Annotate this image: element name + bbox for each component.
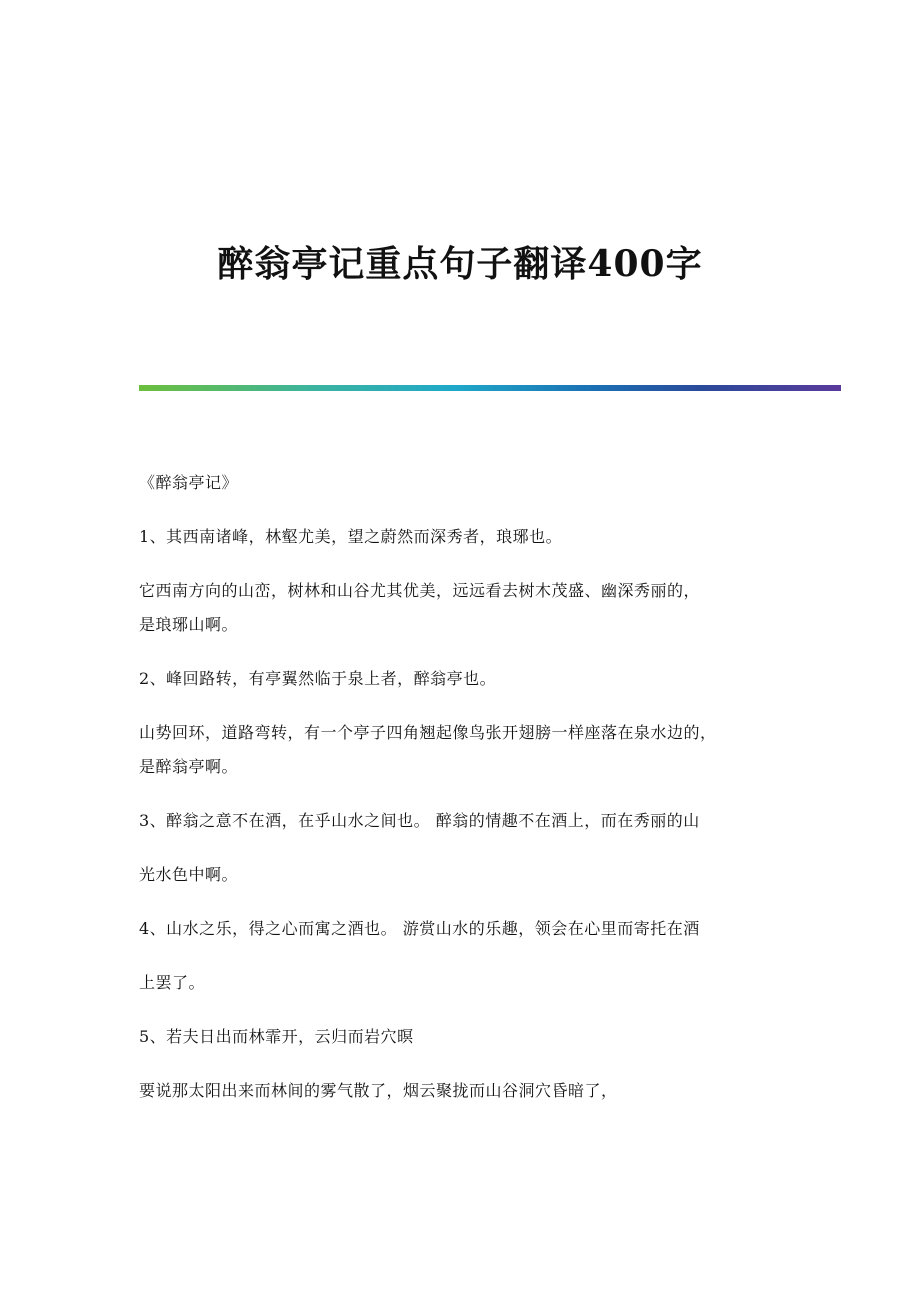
paragraph-line: 5、若夫日出而林霏开，云归而岩穴暝 [139,1027,414,1046]
title-divider [139,385,841,391]
paragraph-line: 它西南方向的山峦，树林和山谷尤其优美，远远看去树木茂盛、幽深秀丽的， [139,581,701,600]
paragraph-line: 上罢了。 [139,973,206,992]
paragraph-line: 是琅琊山啊。 [139,615,239,634]
paragraph-line: 是醉翁亭啊。 [139,757,239,776]
document-title: 醉翁亭记重点句子翻译400字 [217,243,703,286]
paragraph-line: 1、其西南诸峰，林壑尤美，望之蔚然而深秀者，琅琊也。 [139,527,563,546]
document-body [139,466,799,1108]
paragraph-line: 4、山水之乐，得之心而寓之酒也。 游赏山水的乐趣，领会在心里而寄托在酒 [139,919,700,938]
paragraph-line: 山势回环，道路弯转，有一个亭子四角翘起像鸟张开翅膀一样座落在泉水边的， [139,723,717,742]
section-heading: 《醉翁亭记》 [139,473,239,492]
paragraph-line: 要说那太阳出来而林间的雾气散了，烟云聚拢而山谷洞穴昏暗了， [139,1081,618,1100]
paragraph-line: 3、醉翁之意不在酒，在乎山水之间也。 醉翁的情趣不在酒上，而在秀丽的山 [139,811,700,830]
paragraph-line: 2、峰回路转，有亭翼然临于泉上者，醉翁亭也。 [139,669,497,688]
paragraph-line: 光水色中啊。 [139,865,239,884]
